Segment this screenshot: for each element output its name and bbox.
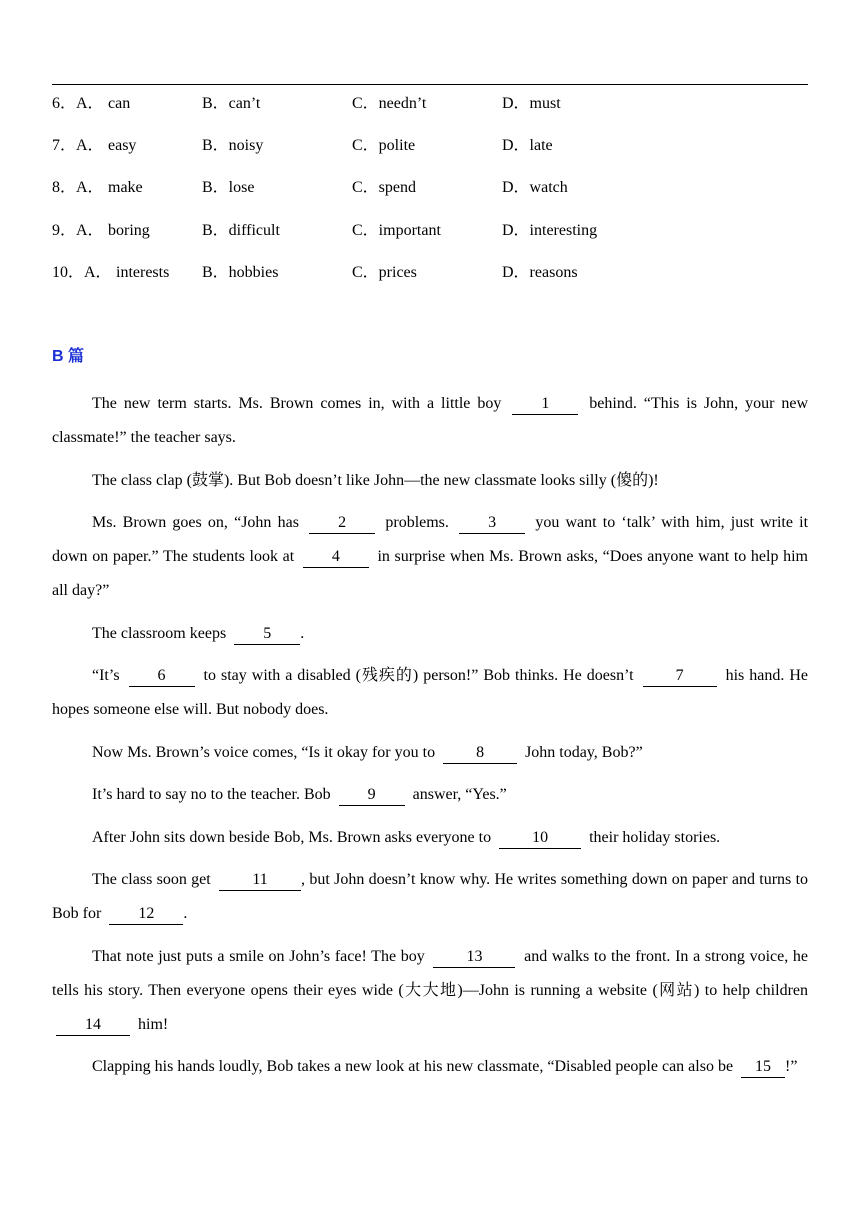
passage-text: The class soon get [92,871,211,888]
option-d: D．watch [502,179,568,196]
option-c: C．needn’t [352,95,427,112]
blank-7: 7 [643,666,717,687]
passage-text: Now Ms. Brown’s voice comes, “Is it okay for you to [92,743,436,761]
option-d: D．must [502,95,561,112]
blank-5: 5 [234,624,300,645]
section-title: B 篇 [52,348,85,365]
option-d: D．interesting [502,222,598,239]
option-a: boring [108,222,150,239]
passage-text: his hand. He hopes someone else will. But nobody does. [52,667,809,718]
passage-text: answer, “Yes.” [412,786,507,803]
blank-11: 11 [219,870,301,891]
option-c: C．prices [352,264,417,281]
passage-text: The classroom keeps [92,624,227,642]
paragraph-9 [52,863,808,931]
passage-text: Clapping his hands loudly, Bob takes a new look at his new classmate, “Disabled people can also be [92,1058,734,1075]
blank-2: 2 [309,513,375,534]
blank-14: 14 [56,1015,130,1036]
paragraph-2 [52,464,808,498]
option-row-8 [52,177,808,199]
paragraph-1 [52,387,808,455]
option-a: make [108,179,143,196]
passage-text: , but John doesn’t know why. He writes something down on paper and turns to Bob for [52,871,809,922]
option-a: interests [116,264,170,281]
passage-text: John today, Bob?” [525,743,643,761]
question-number: 8．A． [52,179,104,196]
passage-text: . [183,905,188,922]
blank-8: 8 [443,743,517,764]
passage-text: Ms. Brown goes on, “John has [92,514,299,531]
question-number: 6．A． [52,95,104,112]
option-row-7 [52,135,808,157]
option-row-6 [52,93,808,115]
blank-15: 15 [741,1057,785,1078]
passage-text: . [300,624,305,642]
paragraph-10 [52,940,808,1042]
blank-12: 12 [109,904,183,925]
question-number: 7．A． [52,137,104,154]
paragraph-6 [52,736,808,770]
question-number: 9．A． [52,222,104,239]
blank-6: 6 [129,666,195,687]
blank-10: 10 [499,828,581,849]
option-row-10 [52,262,808,284]
passage-text: !” [785,1058,798,1075]
option-row-9 [52,220,808,242]
paragraph-11 [52,1050,808,1084]
blank-4: 4 [303,547,369,568]
passage-text: “It’s [92,667,120,684]
blank-1: 1 [512,394,578,415]
option-b: B．lose [202,179,255,196]
option-c: C．spend [352,179,417,196]
paragraph-5 [52,659,808,727]
passage-text: That note just puts a smile on John’s face! The boy [92,947,425,965]
passage-text: problems. [385,514,449,531]
passage-text: It’s hard to say no to the teacher. Bob [92,786,331,803]
blank-9: 9 [339,785,405,806]
passage-text: to stay with a disabled (残疾的) person!” Bob thinks. He doesn’t [203,667,634,684]
blank-13: 13 [433,947,515,968]
passage-text: The class clap (鼓掌). But Bob doesn’t like John—the new classmate looks silly (傻的)! [92,471,659,489]
blank-3: 3 [459,513,525,534]
paragraph-7 [52,778,808,812]
paragraph-3 [52,506,808,608]
passage-text: and walks to the front. In a strong voice, he tells his story. Then everyone opens their eyes wide (大大地)—John is running a website (网站) to help children [52,947,809,999]
option-c: C．important [352,222,441,239]
passage-text: behind. “This is John, your new classmate!” the teacher says. [52,395,809,446]
option-c: C．polite [352,137,416,154]
passage-text: in surprise when Ms. Brown asks, “Does anyone want to help him all day?” [52,548,808,599]
passage-text: him! [138,1015,169,1033]
passage-text: After John sits down beside Bob, Ms. Brown asks everyone to [92,828,492,846]
passage-text: their holiday stories. [589,828,721,846]
option-b: B．can’t [202,95,261,112]
option-b: B．difficult [202,222,280,239]
top-rule [52,84,808,85]
passage-text: The new term starts. Ms. Brown comes in, with a little boy [92,395,502,412]
option-a: easy [108,137,137,154]
passage [52,387,808,1093]
paragraph-4 [52,617,808,651]
question-number: 10．A． [52,264,112,281]
paragraph-8 [52,821,808,855]
option-d: D．reasons [502,264,578,281]
option-b: B．noisy [202,137,264,154]
option-d: D．late [502,137,553,154]
passage-text: you want to ‘talk’ with him, just write it down on paper.” The students look at [52,514,809,565]
option-b: B．hobbies [202,264,279,281]
option-a: can [108,95,131,112]
